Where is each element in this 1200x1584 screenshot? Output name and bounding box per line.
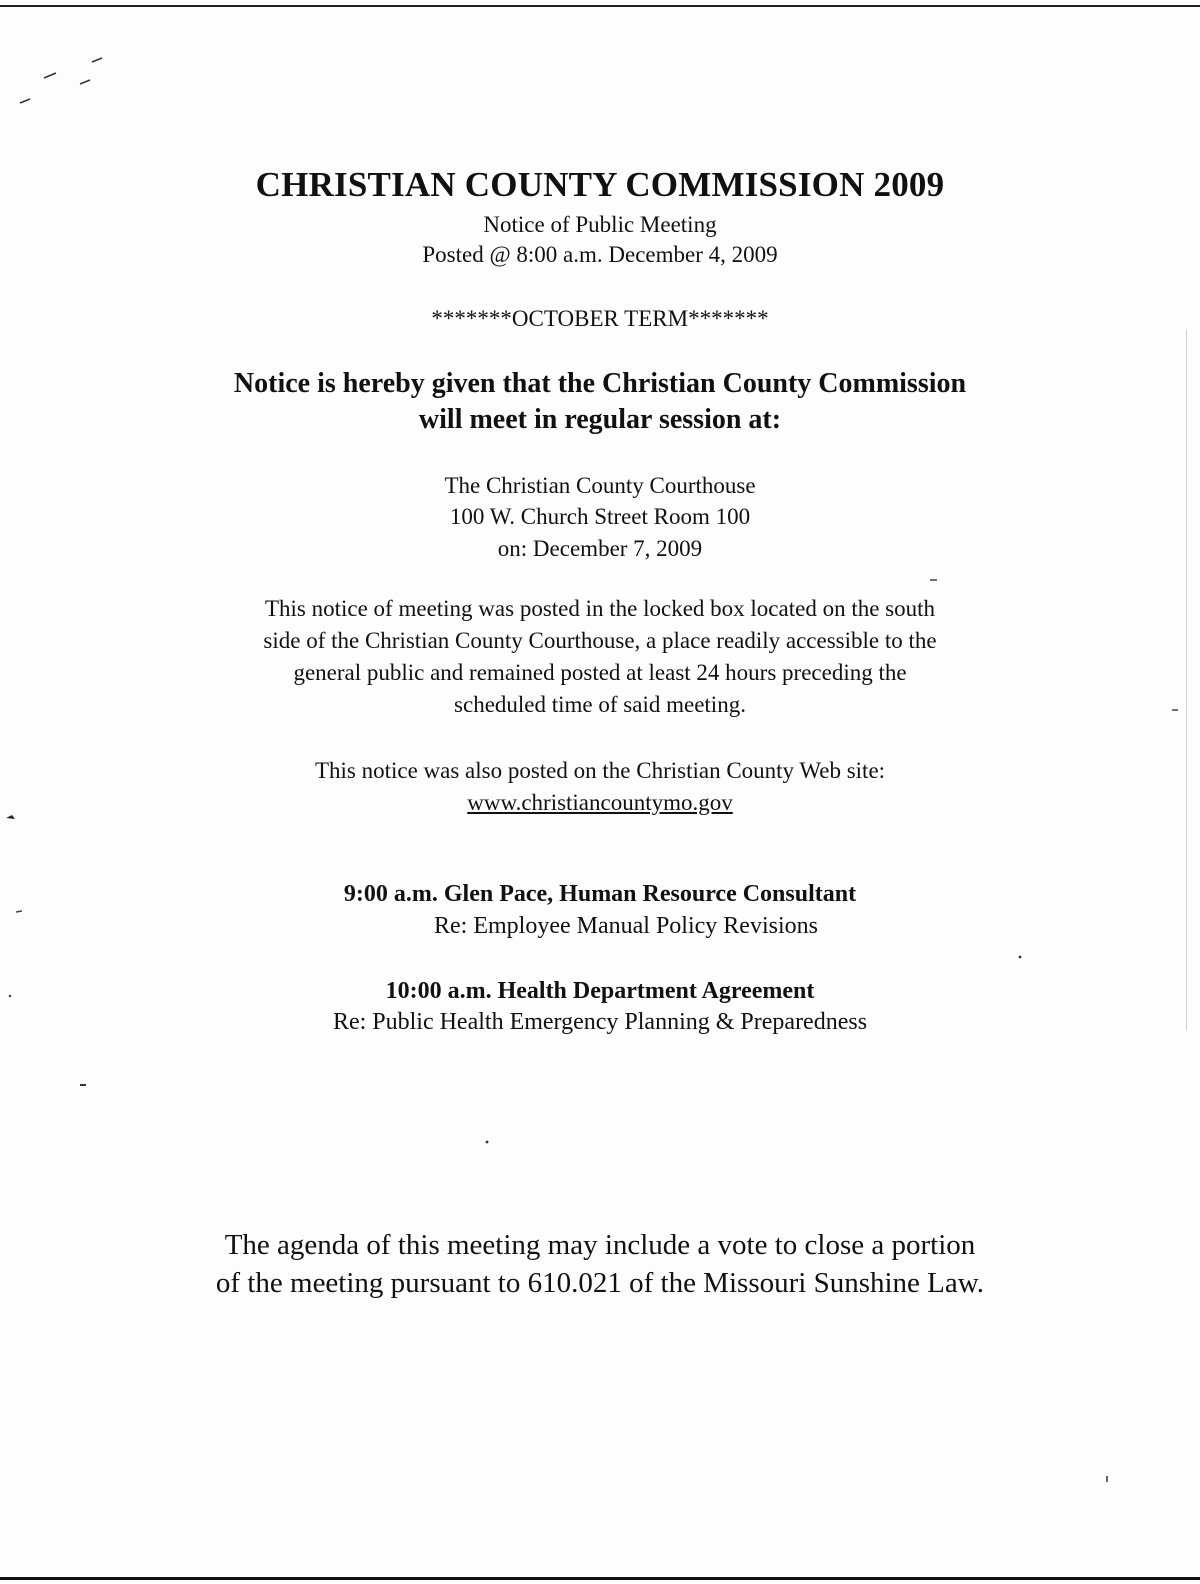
web-notice-text: This notice was also posted on the Christian County Web site: xyxy=(314,758,886,783)
agenda-item-2-re: Re: Public Health Emergency Planning & Preparedness xyxy=(332,1009,868,1035)
posting-statement-line: general public and remained posted at least 24 hours preceding the xyxy=(293,660,907,685)
posting-statement-line: scheduled time of said meeting. xyxy=(454,692,746,717)
footer-line-1: The agenda of this meeting may include a vote to close a portion xyxy=(224,1229,976,1261)
agenda-item-2-title: 10:00 a.m. Health Department Agreement xyxy=(385,978,815,1004)
top-border-rule xyxy=(0,5,1200,7)
agenda-item-1-title: 9:00 a.m. Glen Pace, Human Resource Consultant xyxy=(343,881,857,907)
notice-line-2: will meet in regular session at: xyxy=(418,404,782,435)
website-link[interactable]: www.christiancountymo.gov xyxy=(467,790,733,815)
agenda-item-1-re: Re: Employee Manual Policy Revisions xyxy=(434,913,818,939)
posting-statement-line: This notice of meeting was posted in the locked box located on the south xyxy=(264,596,936,621)
location-place: The Christian County Courthouse xyxy=(444,473,756,498)
document-subtitle: Notice of Public Meeting xyxy=(483,212,717,237)
term-heading: *******OCTOBER TERM******* xyxy=(431,306,769,331)
location-address: 100 W. Church Street Room 100 xyxy=(449,504,751,529)
footer-line-2: of the meeting pursuant to 610.021 of the Missouri Sunshine Law. xyxy=(215,1267,985,1299)
bottom-border-rule xyxy=(0,1577,1200,1580)
posting-statement-line: side of the Christian County Courthouse, a place readily accessible to the xyxy=(263,628,937,653)
notice-line-1: Notice is hereby given that the Christian County Commission xyxy=(233,368,967,399)
meeting-date: on: December 7, 2009 xyxy=(497,536,703,561)
posted-timestamp: Posted @ 8:00 a.m. December 4, 2009 xyxy=(422,242,778,267)
web-notice-link-row xyxy=(0,790,1200,816)
document-title: CHRISTIAN COUNTY COMMISSION 2009 xyxy=(255,165,945,204)
